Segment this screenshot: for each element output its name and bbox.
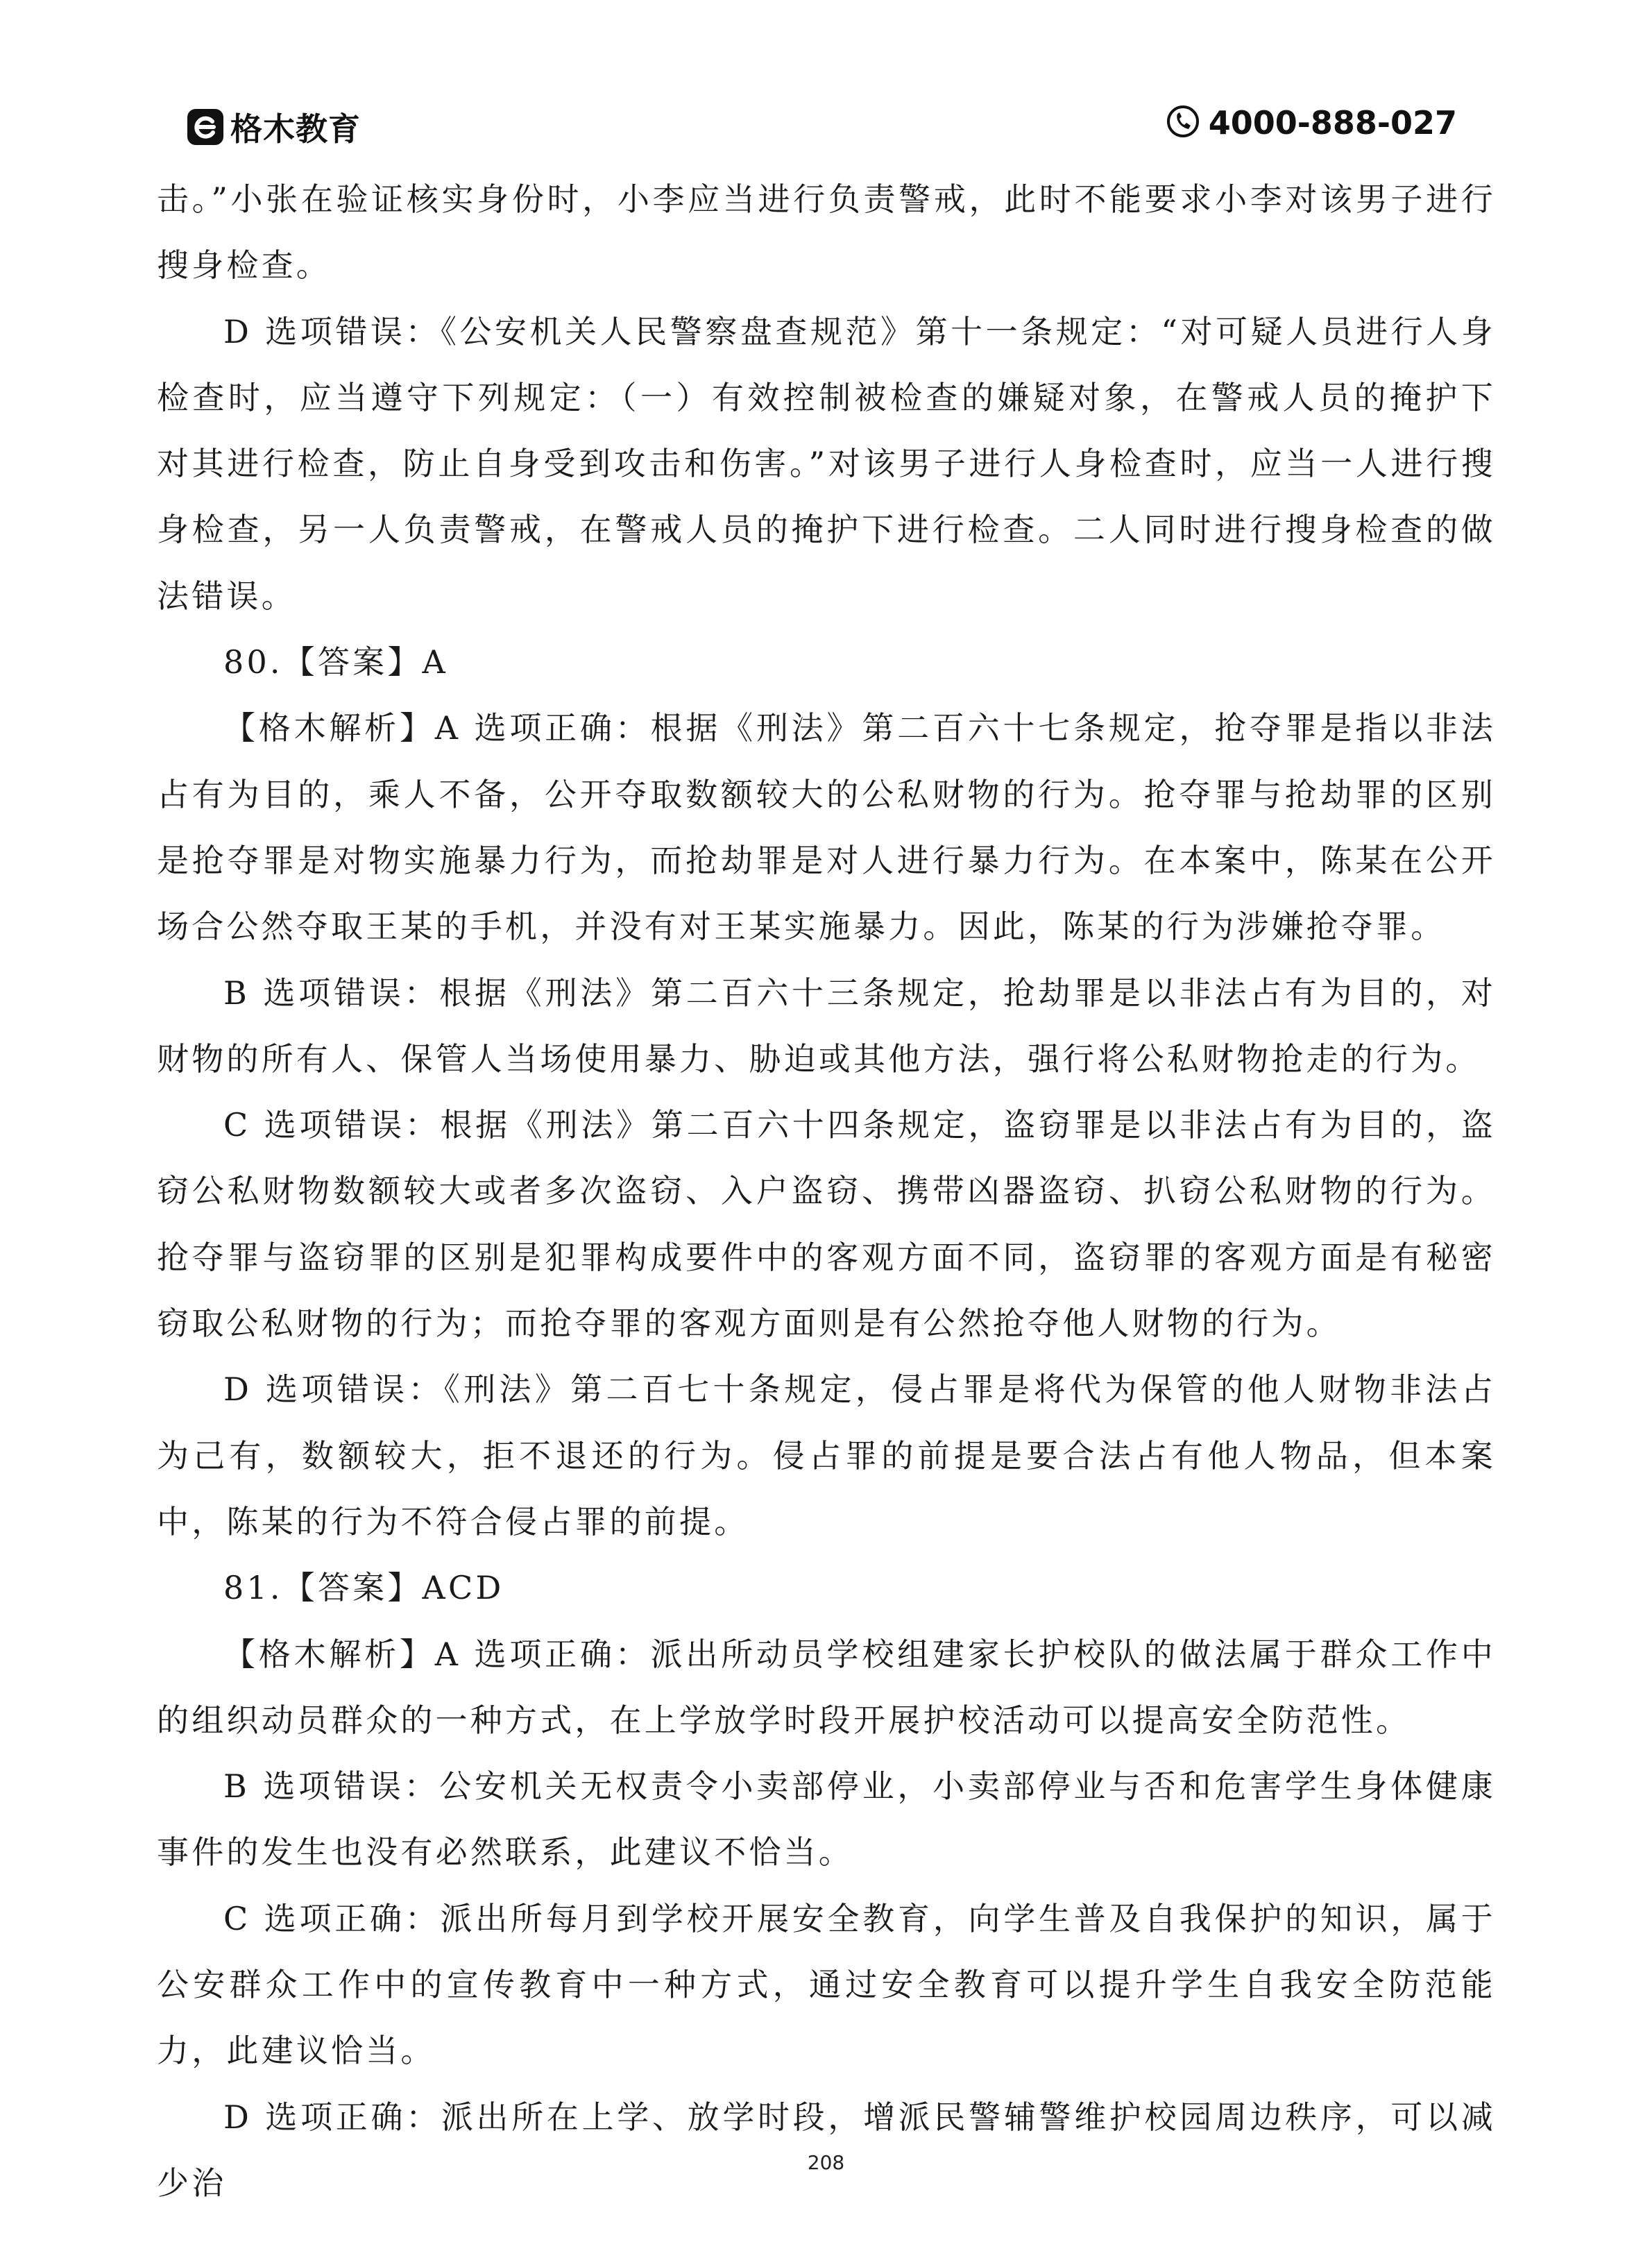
paragraph: C 选项错误：根据《刑法》第二百六十四条规定，盗窃罪是以非法占有为目的，盗窃公私财物数额较大或者多次盗窃、入户盗窃、携带凶器盗窃、扒窃公私财物的行为。抢夺罪与盗窃罪的区别是犯罪构成要件中的客观方面不同，盗窃罪的客观方面是有秘密窃取公私财物的行为；而抢夺罪的客观方面则是有公然抢夺他人财物的行为。 (157, 1106, 1496, 1343)
phone-icon (1166, 104, 1200, 142)
paragraph: 【格木解析】A 选项正确：派出所动员学校组建家长护校队的做法属于群众工作中的组织动员群众的一种方式，在上学放学时段开展护校活动可以提高安全防范性。 (157, 1635, 1496, 1739)
paragraph: 【格木解析】A 选项正确：根据《刑法》第二百六十七条规定，抢夺罪是指以非法占有为目的，乘人不备，公开夺取数额较大的公私财物的行为。抢夺罪与抢劫罪的区别是抢夺罪是对物实施暴力行为，而抢劫罪是对人进行暴力行为。在本案中，陈某在公开场合公然夺取王某的手机，并没有对王某实施暴力。因此，陈某的行为涉嫌抢夺罪。 (157, 709, 1496, 946)
paragraph: C 选项正确：派出所每月到学校开展安全教育，向学生普及自我保护的知识，属于公安群众工作中的宣传教育中一种方式，通过安全教育可以提升学生自我安全防范能力，此建议恰当。 (157, 1899, 1496, 2070)
page-header (187, 104, 1457, 148)
paragraph: B 选项错误：根据《刑法》第二百六十三条规定，抢劫罪是以非法占有为目的，对财物的所有人、保管人当场使用暴力、胁迫或其他方法，强行将公私财物抢走的行为。 (157, 974, 1496, 1078)
logo-e-icon (187, 109, 223, 145)
hotline (1166, 104, 1457, 142)
hotline-number: 4000-888-027 (1208, 104, 1457, 142)
paragraph: 击。”小张在验证核实身份时，小李应当进行负责警戒，此时不能要求小李对该男子进行搜身检查。 (157, 180, 1496, 285)
paragraph: D 选项错误：《刑法》第二百七十条规定，侵占罪是将代为保管的他人财物非法占为己有，数额较大，拒不退还的行为。侵占罪的前提是要合法占有他人物品，但本案中，陈某的行为不符合侵占罪的前提。 (157, 1370, 1496, 1540)
paragraph: D 选项错误：《公安机关人民警察盘查规范》第十一条规定：“对可疑人员进行人身检查时，应当遵守下列规定：（一）有效控制被检查的嫌疑对象，在警戒人员的掩护下对其进行检查，防止自身受到攻击和伤害。”对该男子进行人身检查时，应当一人进行搜身检查，另一人负责警戒，在警戒人员的掩护下进行检查。二人同时进行搜身检查的做法错误。 (157, 312, 1496, 615)
paragraph: D 选项正确：派出所在上学、放学时段，增派民警辅警维护校园周边秩序，可以减少治 (157, 2098, 1496, 2202)
logo-text: 格木教育 (230, 110, 361, 148)
answer-heading: 80.【答案】A (223, 643, 448, 681)
page-content (157, 167, 1496, 2216)
answer-heading: 81.【答案】ACD (223, 1569, 504, 1607)
paragraph: B 选项错误：公安机关无权责令小卖部停业，小卖部停业与否和危害学生身体健康事件的发生也没有必然联系，此建议不恰当。 (157, 1767, 1496, 1871)
brand-logo (187, 104, 361, 150)
page-number: 208 (807, 2151, 845, 2174)
